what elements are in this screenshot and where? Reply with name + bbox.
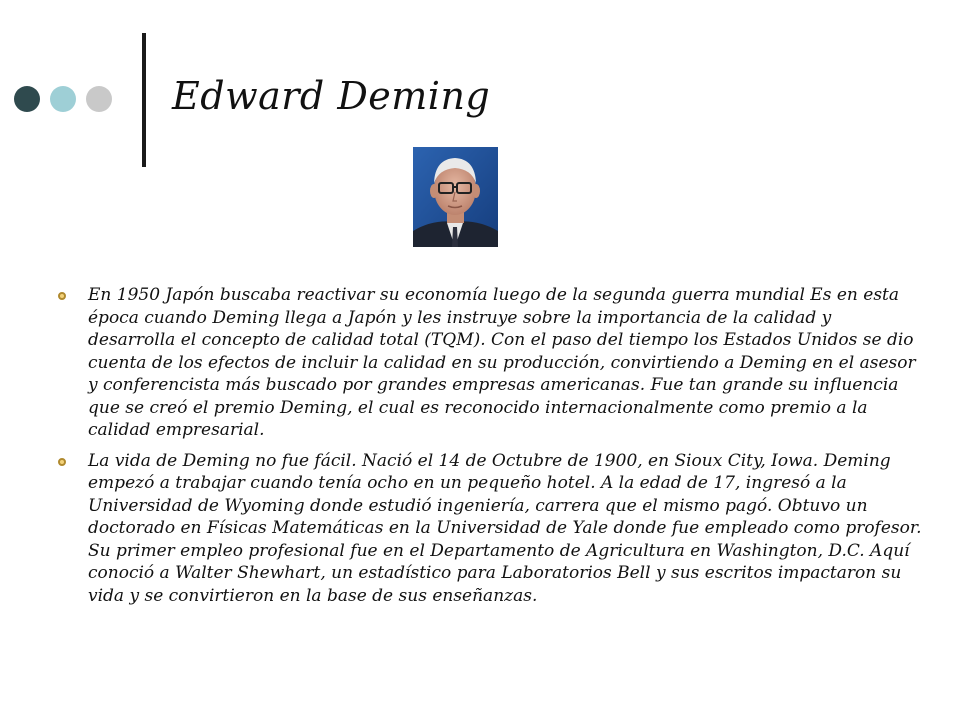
slide-body	[52, 284, 922, 615]
teal-dot-icon	[50, 86, 76, 112]
decorative-dots	[14, 86, 112, 112]
circle-bullet-icon	[58, 458, 66, 466]
gray-dot-icon	[86, 86, 112, 112]
title-divider	[142, 33, 146, 167]
slide-title: Edward Deming	[172, 74, 491, 118]
paragraph-text: En 1950 Japón buscaba reactivar su economía luego de la segunda guerra mundial Es en esta época cuando Deming llega a Japón y les instruye sobre la importancia de la calidad y desarrolla el concepto de calidad total (TQM). Con el paso del tiempo los Estados Unidos se dio cuenta de los efectos de incluir la calidad en su producción, convirtiendo a Deming en el asesor y conferencista más buscado por grandes empresas americanas. Fue tan grande su influencia que se creó el premio Deming, el cual es reconocido internacionalmente como premio a la calidad empresarial.	[88, 285, 916, 440]
dark-dot-icon	[14, 86, 40, 112]
circle-bullet-icon	[58, 292, 66, 300]
portrait-photo	[413, 147, 498, 247]
bullet-paragraph	[52, 450, 922, 608]
bullet-paragraph	[52, 284, 922, 442]
paragraph-text: La vida de Deming no fue fácil. Nació el 14 de Octubre de 1900, en Sioux City, Iowa. Deming empezó a trabajar cuando tenía ocho en un pequeño hotel. A la edad de 17, ingresó a la Universidad de Wyoming donde estudió ingeniería, carrera que el mismo pagó. Obtuvo un doctorado en Físicas Matemáticas en la Universidad de Yale donde fue empleado como profesor. Su primer empleo profesional fue en el Departamento de Agricultura en Washington, D.C. Aquí conoció a Walter Shewhart, un estadístico para Laboratorios Bell y sus escritos impactaron su vida y se convirtieron en la base de sus enseñanzas.	[88, 450, 922, 606]
